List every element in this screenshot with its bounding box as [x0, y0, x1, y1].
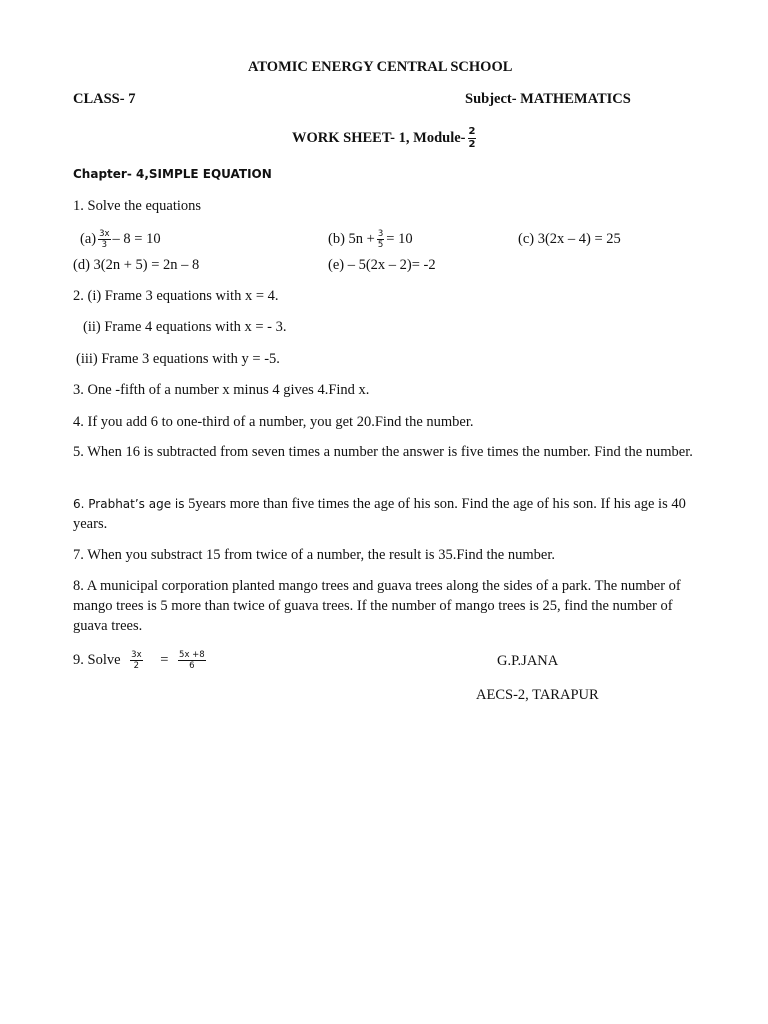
q1-a — [80, 224, 161, 254]
q2-ii: (ii) Frame 4 equations with x = - 3. — [83, 319, 287, 335]
worksheet-label: WORK SHEET- 1, Module- — [292, 130, 466, 146]
subject-label: Subject- MATHEMATICS — [465, 91, 631, 107]
q9-left-denominator: 2 — [133, 661, 140, 672]
module-numerator: 2 — [468, 126, 476, 138]
q6-rest: 5years more than five times the age of his son. Find the age of his son. If his age is 40 years. — [73, 496, 686, 532]
q2-iii: (iii) Frame 3 equations with y = -5. — [76, 351, 280, 367]
school-title: ATOMIC ENERGY CENTRAL SCHOOL — [248, 59, 513, 75]
q1-a-suffix: – 8 = 10 — [112, 231, 161, 247]
q4: 4. If you add 6 to one-third of a number, you get 20.Find the number. — [73, 414, 474, 430]
q1-b-numerator: 3 — [377, 229, 384, 240]
class-label: CLASS- 7 — [73, 91, 136, 107]
q3: 3. One -fifth of a number x minus 4 gives 4.Find x. — [73, 382, 370, 398]
q1-b — [328, 224, 413, 254]
q1-a-denominator: 3 — [101, 240, 108, 251]
q1-b-suffix: = 10 — [386, 231, 413, 247]
q2-i: 2. (i) Frame 3 equations with x = 4. — [73, 288, 279, 304]
q9-right-numerator: 5x +8 — [179, 650, 205, 661]
q6 — [73, 494, 713, 534]
q5: 5. When 16 is subtracted from seven times a number the answer is five times the number. Find the number. — [73, 444, 693, 460]
q1-a-numerator: 3x — [99, 229, 110, 240]
author-name: G.P.JANA — [497, 653, 559, 669]
q1-a-fraction — [98, 229, 110, 250]
q7: 7. When you substract 15 from twice of a number, the result is 35.Find the number. — [73, 547, 555, 563]
q6-prefix: 6. Prabhat’s age is — [73, 497, 185, 511]
q1-c: (c) 3(2x – 4) = 25 — [518, 231, 621, 247]
q9-prefix: 9. Solve — [73, 652, 121, 668]
chapter-title: Chapter- 4,SIMPLE EQUATION — [73, 167, 272, 181]
q9-left-fraction — [130, 650, 142, 671]
author-place: AECS-2, TARAPUR — [476, 687, 599, 703]
q9-right-fraction — [178, 650, 206, 671]
q1-d: (d) 3(2n + 5) = 2n – 8 — [73, 257, 200, 273]
worksheet-title — [292, 120, 478, 156]
q1-e: (e) – 5(2x – 2)= -2 — [328, 257, 436, 273]
module-denominator: 2 — [468, 139, 476, 151]
q9-left-numerator: 3x — [131, 650, 142, 661]
q1-a-prefix: (a) — [80, 231, 97, 247]
q1-title: 1. Solve the equations — [73, 198, 202, 214]
q1-b-denominator: 5 — [377, 240, 384, 251]
q1-b-fraction — [377, 229, 384, 250]
q9-equals: = — [160, 652, 169, 668]
q1-b-prefix: (b) 5n + — [328, 231, 375, 247]
q9 — [73, 645, 208, 675]
q9-right-denominator: 6 — [189, 661, 195, 672]
module-fraction — [468, 126, 477, 151]
q8: 8. A municipal corporation planted mango trees and guava trees along the sides of a park. The number of mango trees is 5 more than twice of guava trees. If the number of mango trees is 25, find the number of guava trees. — [73, 578, 681, 634]
